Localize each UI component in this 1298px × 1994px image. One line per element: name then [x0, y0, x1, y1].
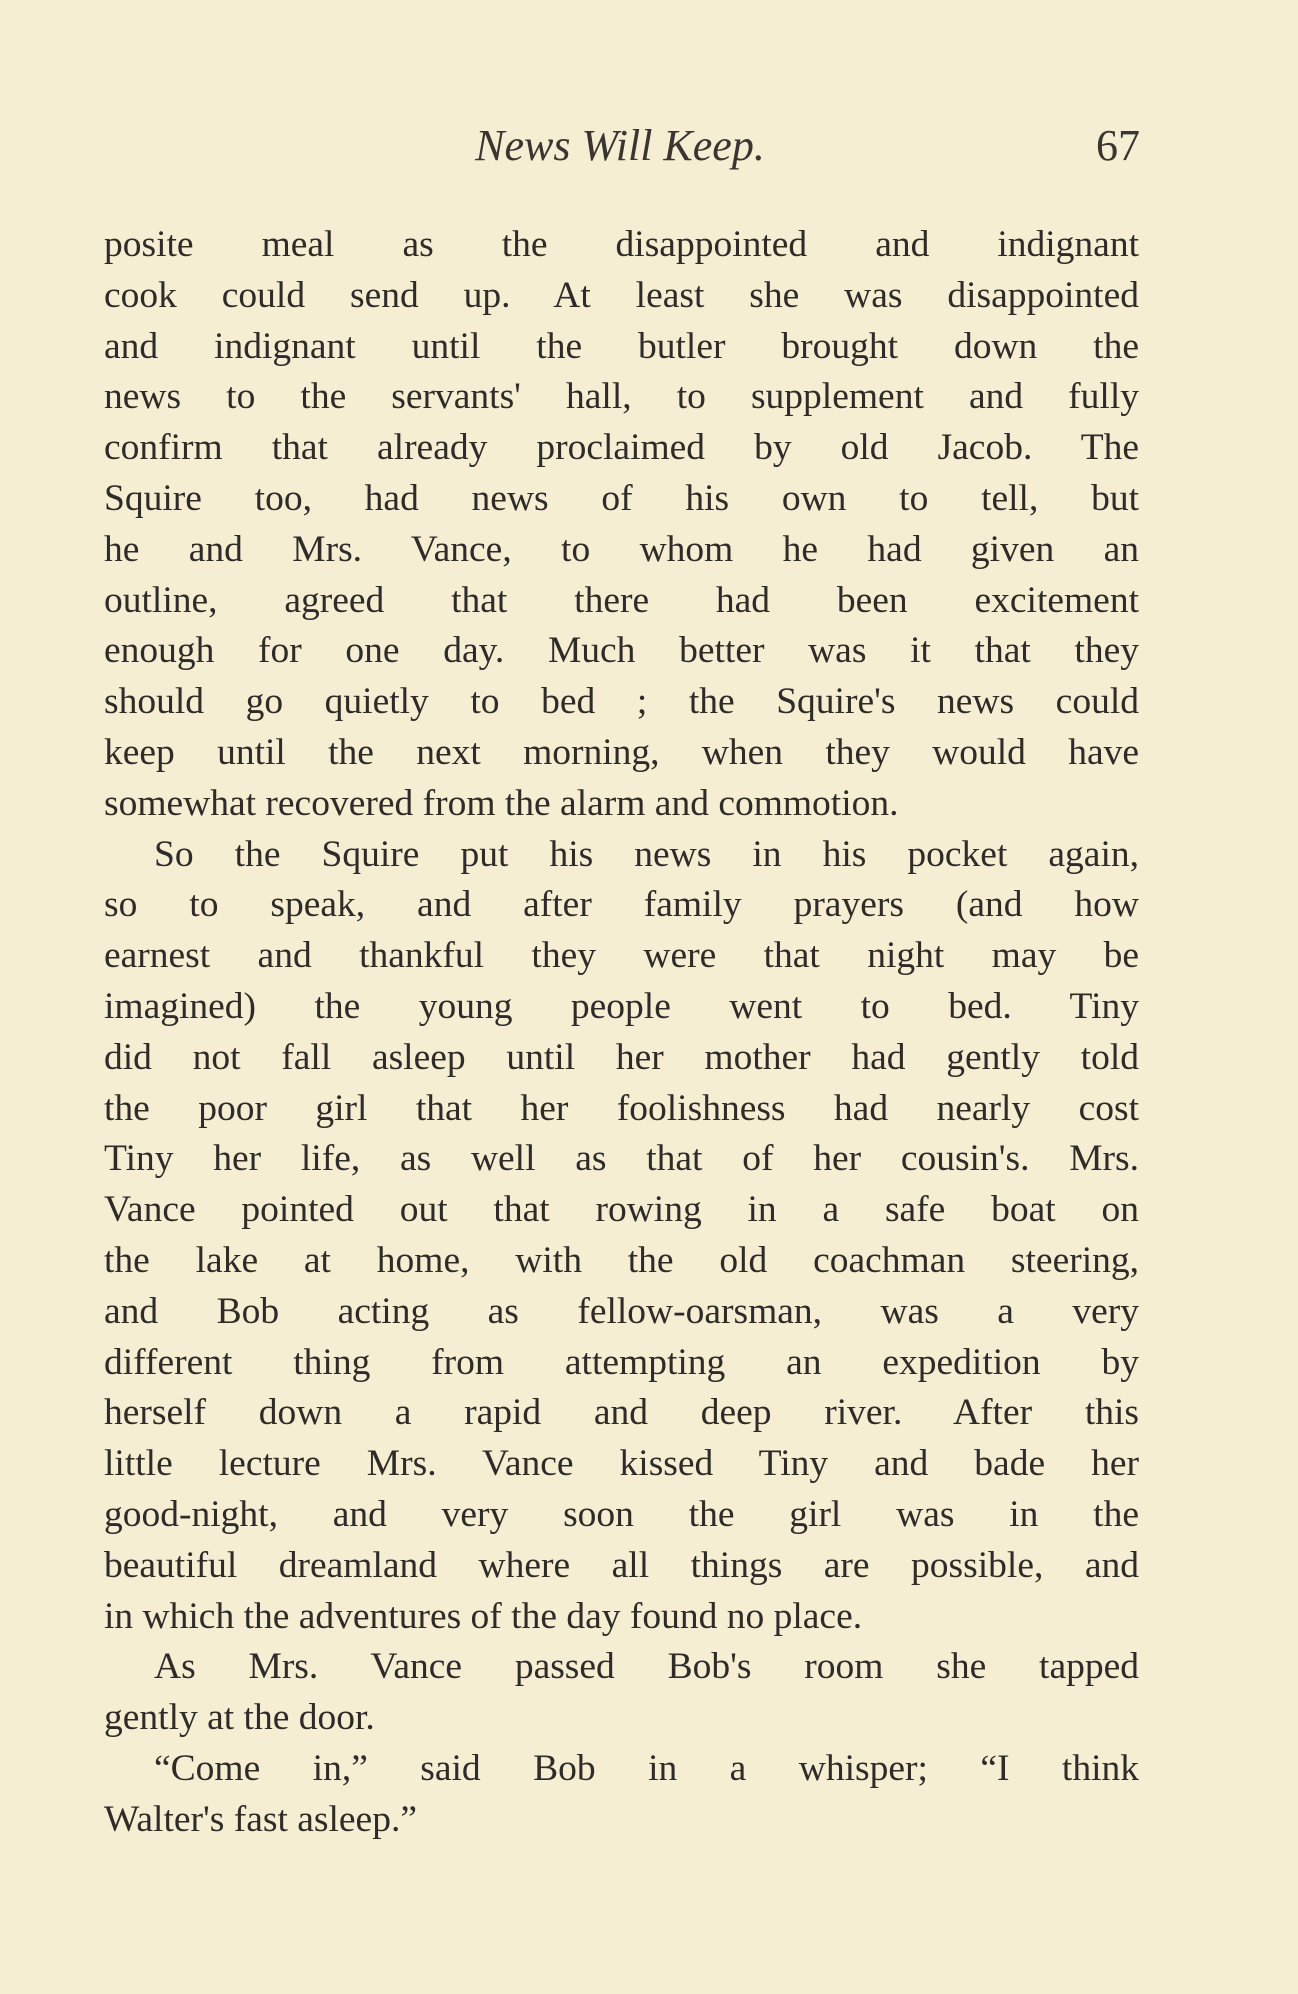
text-line: “Come in,” said Bob in a whisper; “I think [154, 1747, 1139, 1789]
text-line: he and Mrs. Vance, to whom he had given an [104, 528, 1139, 570]
paragraph-4 [104, 1744, 1139, 1846]
text-line: cook could send up. At least she was disappointed [104, 274, 1139, 316]
text-line: gently at the door. [104, 1697, 375, 1739]
text-line: Walter's fast asleep.” [104, 1798, 417, 1840]
running-head [100, 120, 1140, 180]
paragraph-2 [104, 830, 1139, 1643]
text-line: earnest and thankful they were that night may be [104, 935, 1139, 977]
text-line: imagined) the young people went to bed. Tiny [104, 985, 1139, 1027]
text-line: little lecture Mrs. Vance kissed Tiny and bade her [104, 1443, 1139, 1485]
text-line: good-night, and very soon the girl was in the [104, 1493, 1139, 1535]
text-line: the lake at home, with the old coachman steering, [104, 1239, 1139, 1281]
text-line: As Mrs. Vance passed Bob's room she tapped [154, 1646, 1139, 1688]
text-line: and Bob acting as fellow-oarsman, was a very [104, 1290, 1139, 1332]
text-line: should go quietly to bed ; the Squire's news could [104, 681, 1139, 723]
text-line: Squire too, had news of his own to tell, but [104, 477, 1139, 519]
text-line: confirm that already proclaimed by old Jacob. The [104, 427, 1139, 469]
text-line: Vance pointed out that rowing in a safe boat on [104, 1189, 1139, 1231]
text-line: herself down a rapid and deep river. After this [104, 1392, 1139, 1434]
text-line: beautiful dreamland where all things are possible, and [104, 1544, 1139, 1586]
page-number: 67 [1096, 121, 1140, 170]
text-line: news to the servants' hall, to supplement and fully [104, 376, 1139, 418]
text-line: so to speak, and after family prayers (and how [104, 884, 1139, 926]
text-line: the poor girl that her foolishness had nearly cost [104, 1087, 1139, 1129]
paragraph-3 [104, 1642, 1139, 1744]
text-line: posite meal as the disappointed and indignant [104, 224, 1139, 265]
text-line: did not fall asleep until her mother had gently told [104, 1036, 1139, 1078]
body-text [104, 220, 1139, 1846]
running-title: News Will Keep. [475, 121, 765, 170]
text-line: in which the adventures of the day found no place. [104, 1595, 863, 1637]
text-line: different thing from attempting an expedition by [104, 1341, 1139, 1383]
text-line: outline, agreed that there had been excitement [104, 579, 1139, 621]
paragraph-1 [104, 220, 1139, 830]
text-line: keep until the next morning, when they would have [104, 731, 1139, 773]
text-line: Tiny her life, as well as that of her cousin's. Mrs. [104, 1138, 1139, 1180]
text-line: So the Squire put his news in his pocket again, [154, 833, 1139, 875]
text-line: enough for one day. Much better was it that they [104, 630, 1139, 672]
text-line: and indignant until the butler brought down the [104, 325, 1139, 367]
text-line: somewhat recovered from the alarm and commotion. [104, 782, 899, 824]
